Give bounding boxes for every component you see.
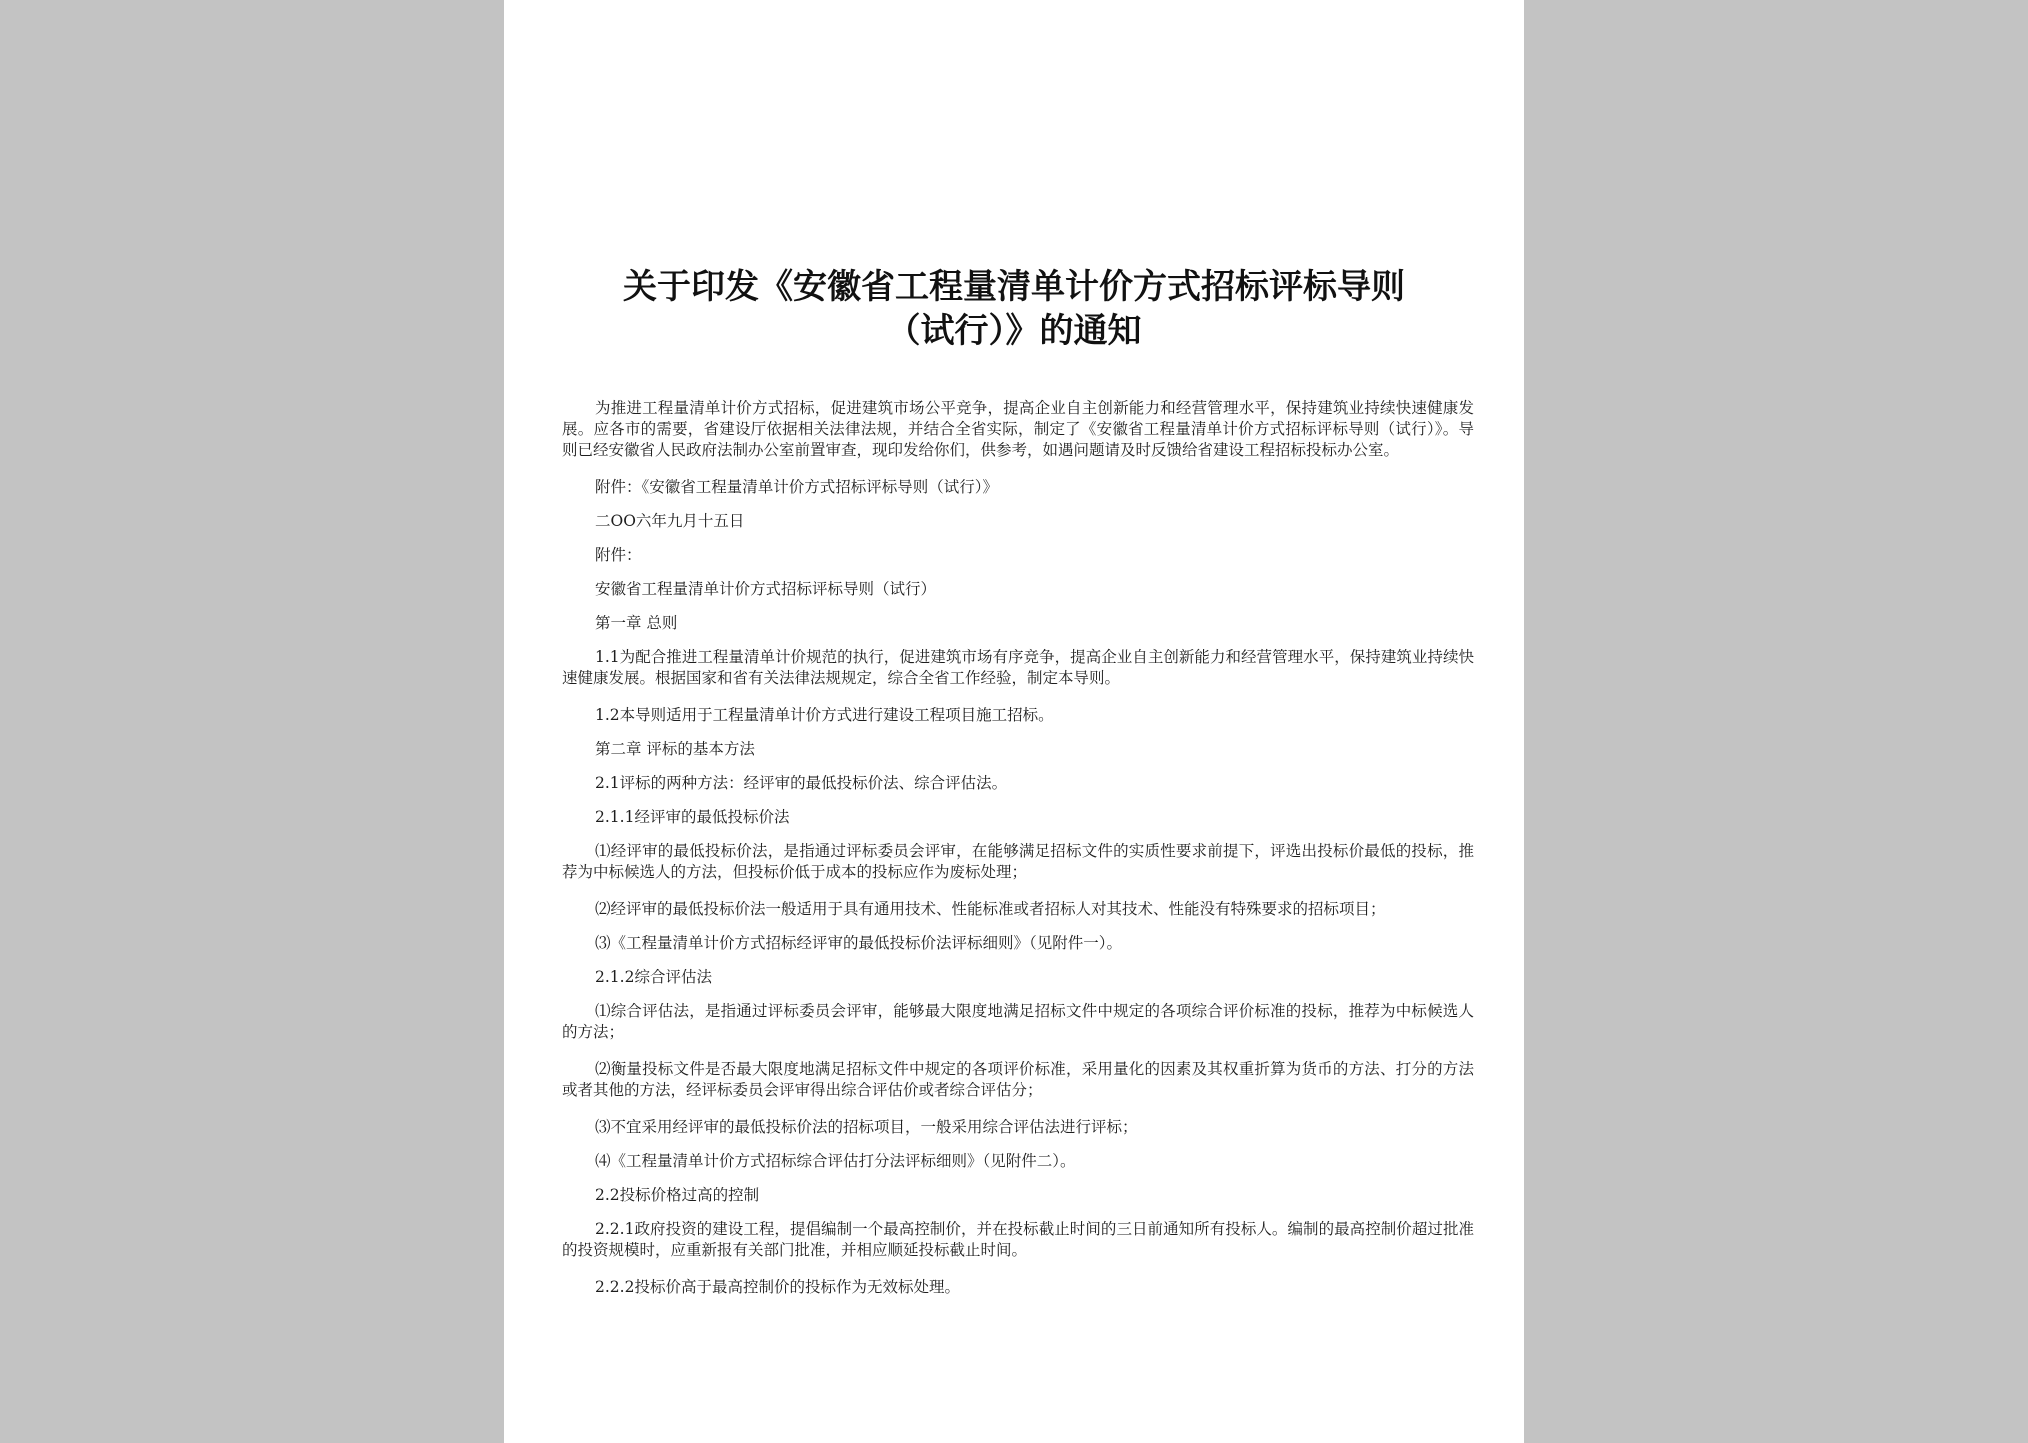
section-paragraph: 1.1为配合推进工程量清单计价规范的执行，促进建筑市场有序竞争，提高企业自主创新能力和经营管理水平，保持建筑业持续快速健康发展。根据国家和省有关法律法规规定，综合全省工作经验，制定本导则。	[562, 648, 1474, 687]
document-title-line-1: 关于印发《安徽省工程量清单计价方式招标评标导则	[623, 267, 1405, 307]
chapter-heading: 第一章 总则	[595, 614, 678, 632]
attachment-title: 安徽省工程量清单计价方式招标评标导则（试行）	[595, 580, 937, 598]
document-body	[562, 398, 1474, 1311]
list-item-paragraph: ⑷《工程量清单计价方式招标综合评估打分法评标细则》（见附件二）。	[595, 1152, 1076, 1170]
subsection-heading: 2.1.2综合评估法	[595, 968, 712, 986]
list-item-paragraph: ⑵经评审的最低投标价法一般适用于具有通用技术、性能标准或者招标人对其技术、性能没有特殊要求的招标项目；	[595, 900, 1386, 918]
section-paragraph: 2.2.2投标价高于最高控制价的投标作为无效标处理。	[595, 1278, 960, 1296]
list-item-paragraph: ⑴经评审的最低投标价法，是指通过评标委员会评审，在能够满足招标文件的实质性要求前提下，评选出投标价最低的投标，推荐为中标候选人的方法，但投标价低于成本的投标应作为废标处理；	[562, 842, 1474, 881]
list-item-paragraph: ⑵衡量投标文件是否最大限度地满足招标文件中规定的各项评价标准，采用量化的因素及其权重折算为货币的方法、打分的方法或者其他的方法，经评标委员会评审得出综合评估价或者综合评估分；	[562, 1060, 1474, 1099]
chapter-heading: 第二章 评标的基本方法	[595, 740, 755, 758]
section-paragraph: 1.2本导则适用于工程量清单计价方式进行建设工程项目施工招标。	[595, 706, 1054, 724]
issue-date: 二OO六年九月十五日	[595, 512, 745, 530]
list-item-paragraph: ⑶不宜采用经评审的最低投标价法的招标项目，一般采用综合评估法进行评标；	[595, 1118, 1138, 1136]
section-paragraph: 2.1评标的两种方法：经评审的最低投标价法、综合评估法。	[595, 774, 1008, 792]
intro-paragraph: 为推进工程量清单计价方式招标，促进建筑市场公平竞争，提高企业自主创新能力和经营管理水平，保持建筑业持续快速健康发展。应各市的需要，省建设厅依据相关法律法规，并结合全省实际，制定了《安徽省工程量清单计价方式招标评标导则（试行）》。导则已经安徽省人民政府法制办公室前置审查，现印发给你们，供参考，如遇问题请及时反馈给省建设工程招标投标办公室。	[562, 399, 1474, 459]
section-paragraph: 2.2.1政府投资的建设工程，提倡编制一个最高控制价，并在投标截止时间的三日前通知所有投标人。编制的最高控制价超过批准的投资规模时，应重新报有关部门批准，并相应顺延投标截止时间。	[562, 1220, 1474, 1259]
subsection-heading: 2.2投标价格过高的控制	[595, 1186, 760, 1204]
attachment-reference: 附件：《安徽省工程量清单计价方式招标评标导则（试行）》	[595, 478, 999, 496]
list-item-paragraph: ⑶《工程量清单计价方式招标经评审的最低投标价法评标细则》（见附件一）。	[595, 934, 1123, 952]
document-page	[504, 0, 1524, 1443]
list-item-paragraph: ⑴综合评估法，是指通过评标委员会评审，能够最大限度地满足招标文件中规定的各项综合评价标准的投标，推荐为中标候选人的方法；	[562, 1002, 1474, 1041]
attachment-label: 附件：	[595, 546, 642, 564]
subsection-heading: 2.1.1经评审的最低投标价法	[595, 808, 790, 826]
document-title-line-2: （试行）》的通知	[886, 311, 1142, 351]
